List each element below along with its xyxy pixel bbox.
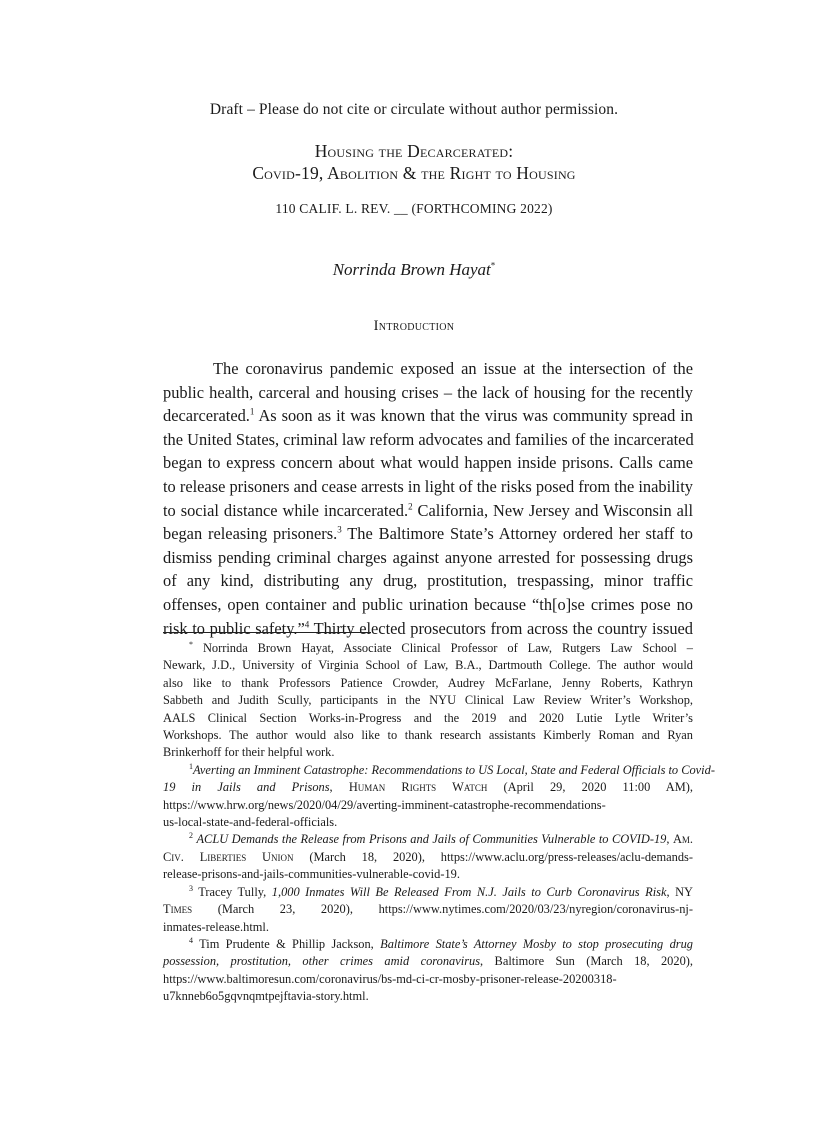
footnote-line: $^3$ Tracey Tully, 1,000 Inmates Will Be Released From N.J. Jails to Curb Coronavirus Risk, NY bbox=[189, 883, 693, 899]
footnote-mark: * bbox=[189, 639, 193, 649]
draft-notice: Draft – Please do not cite or circulate without author permission. bbox=[209, 101, 619, 118]
footnote-line bbox=[163, 761, 715, 779]
footnote-ref-1: 1 bbox=[249, 406, 255, 417]
body-line: began to express concern about what would happen inside prisons. Calls came bbox=[163, 453, 693, 473]
body-line bbox=[163, 499, 693, 523]
footnote-line: https://www.baltimoresun.com/coronavirus/bs-md-ci-cr-mosby-prisoner-release-20200318- bbox=[163, 971, 617, 986]
footnote-line bbox=[163, 953, 693, 970]
footnote-line bbox=[163, 640, 693, 657]
footnote-1 bbox=[163, 761, 715, 832]
footnote-line: us-local-state-and-federal-officials. bbox=[163, 815, 338, 830]
footnote-ref-4: 4 bbox=[304, 619, 310, 630]
footnote-title: Baltimore State’s Attorney Mosby to stop prosecuting drug bbox=[380, 936, 693, 951]
footnote-line: release-prisons-and-jails-communities-vulnerable-covid-19. bbox=[163, 867, 460, 882]
footnote-ref-2: 2 bbox=[408, 501, 413, 512]
footnote-text: Norrinda Brown Hayat, Associate Clinical Professor of Law, Rutgers Law School – bbox=[193, 641, 693, 655]
body-text: Thirty elected prosecutors from across the country issued bbox=[309, 618, 693, 638]
footnote-4 bbox=[163, 936, 693, 1006]
footnote-publisher: Human Rights Watch bbox=[348, 780, 488, 795]
body-text: As soon as it was known that the virus was community spread in bbox=[254, 406, 693, 426]
footnote-title: 1,000 Inmates Will Be Released From N.J. Jails to Curb Coronavirus Risk bbox=[271, 884, 667, 899]
footnote-title: 19 in Jails and Prisons bbox=[163, 780, 330, 795]
footnote-mark: 1 bbox=[189, 761, 193, 771]
author-footnote-mark: * bbox=[490, 260, 496, 271]
footnote-title: possession, prostitution, other crimes amid coronavirus bbox=[163, 954, 481, 969]
body-line: dismiss pending criminal charges against anyone arrested for possessing drugs bbox=[163, 547, 693, 567]
body-line: the United States, criminal law reform advocates and families of the incarcerated bbox=[163, 429, 694, 449]
footnote-line bbox=[163, 936, 693, 953]
footnote-line: Newark, J.D., University of Virginia School of Law, B.A., Dartmouth College. The author would bbox=[163, 658, 693, 673]
footnote-publisher: NY bbox=[675, 884, 693, 899]
body-line bbox=[163, 617, 693, 641]
author-name bbox=[0, 260, 828, 280]
footnote-title: ACLU Demands the Release from Prisons and Jails of Communities Vulnerable to COVID-19 bbox=[196, 832, 667, 847]
body-line: to release prisoners and cease arrests in light of the risks posed from the inability bbox=[163, 476, 693, 496]
footnote-separator bbox=[163, 632, 371, 633]
footnote-publisher: Am. bbox=[672, 832, 693, 847]
body-text: decarcerated. bbox=[163, 406, 250, 426]
footnote-text: (April 29, 2020 11:00 AM), bbox=[487, 780, 693, 795]
footnote-line: Brinkerhoff for their helpful work. bbox=[163, 745, 335, 760]
footnote-line: Workshops. The author would also like to thank research assistants Kimberly Roman and Ryan bbox=[163, 728, 693, 743]
footnote-text: (March 23, 2020), https://www.nytimes.com/2020/03/23/nyregion/coronavirus-nj- bbox=[192, 902, 693, 917]
citation: 110 CALIF. L. REV. __ (FORTHCOMING 2022) bbox=[275, 201, 553, 216]
footnote-line: u7knneb6o5gqvnqmtpejftavia-story.html. bbox=[163, 989, 369, 1004]
footnote-mark: 4 bbox=[189, 935, 193, 945]
section-heading: Introduction bbox=[373, 318, 455, 334]
footnote-mark: 3 bbox=[189, 883, 193, 893]
footnote-text: , Baltimore Sun (March 18, 2020), bbox=[480, 954, 693, 969]
body-line: of any kind, distributing any drug, prostitution, trespassing, minor traffic bbox=[163, 571, 693, 591]
author-name-text: Norrinda Brown Hayat bbox=[332, 260, 491, 279]
footnote-line: Sabbeth and Judith Scully, participants in the NYU Clinical Law Review Writer’s Workshop, bbox=[163, 693, 693, 708]
footnote-ref-3: 3 bbox=[337, 524, 342, 535]
footnote-text: (March 18, 2020), https://www.aclu.org/press-releases/aclu-demands- bbox=[293, 849, 693, 864]
body-line: offenses, open container and public urination because “th[o]se crimes pose no bbox=[163, 594, 693, 614]
body-line: public health, carceral and housing crises – the lack of housing for the recently bbox=[163, 382, 693, 402]
title-line-1: Housing the Decarcerated: bbox=[314, 141, 514, 161]
footnote-title: Averting an Imminent Catastrophe: Recommendations to US Local, State and Federal Officials to Covid- bbox=[193, 762, 715, 777]
footnote-publisher: Times bbox=[163, 902, 193, 917]
body-text: The Baltimore State’s Attorney ordered her staff to bbox=[341, 524, 693, 544]
footnote-line: https://www.hrw.org/news/2020/04/29/averting-imminent-catastrophe-recommendations- bbox=[163, 797, 606, 812]
footnote-line: 19 in Jails and Prisons, Human Rights Watch (April 29, 2020 11:00 AM), bbox=[163, 780, 693, 795]
footnotes bbox=[163, 639, 715, 1006]
footnote-publisher: Civ. Liberties Union bbox=[163, 849, 294, 864]
title-line-2: Covid-19, Abolition & the Right to Housing bbox=[252, 163, 576, 183]
body-line bbox=[163, 522, 693, 546]
footnote-author: Tim Prudente & Phillip Jackson, bbox=[193, 936, 381, 951]
body-text: to social distance while incarcerated. bbox=[163, 500, 409, 520]
footnote-mark: 2 bbox=[189, 831, 193, 841]
body-line bbox=[163, 404, 693, 428]
body-text: California, New Jersey and Wisconsin all bbox=[412, 500, 693, 520]
footnote-author: Tracey Tully, bbox=[193, 884, 272, 899]
footnote-line bbox=[163, 901, 693, 918]
footnote-line: $^2$ ACLU Demands the Release from Prisons and Jails of Communities Vulnerable to COVID-19, Am. bbox=[189, 831, 693, 847]
footnote-2 bbox=[163, 831, 693, 883]
body-paragraph bbox=[163, 357, 693, 640]
footnote-line: also like to thank Professors Patience Crowder, Audrey McFarlane, Jenny Roberts, Kathryn bbox=[163, 675, 693, 690]
footnote-3 bbox=[163, 884, 693, 936]
footnote-line: inmates-release.html. bbox=[163, 919, 269, 934]
body-text: began releasing prisoners. bbox=[163, 524, 338, 544]
body-text: risk to public safety.” bbox=[163, 618, 305, 638]
footnote-star bbox=[163, 640, 693, 762]
footnote-line bbox=[163, 849, 693, 866]
body-line: The coronavirus pandemic exposed an issue at the intersection of the bbox=[213, 359, 693, 378]
footnote-line: AALS Clinical Section Works-in-Progress and the 2019 and 2020 Lutie Lytle Writer’s bbox=[163, 710, 693, 725]
